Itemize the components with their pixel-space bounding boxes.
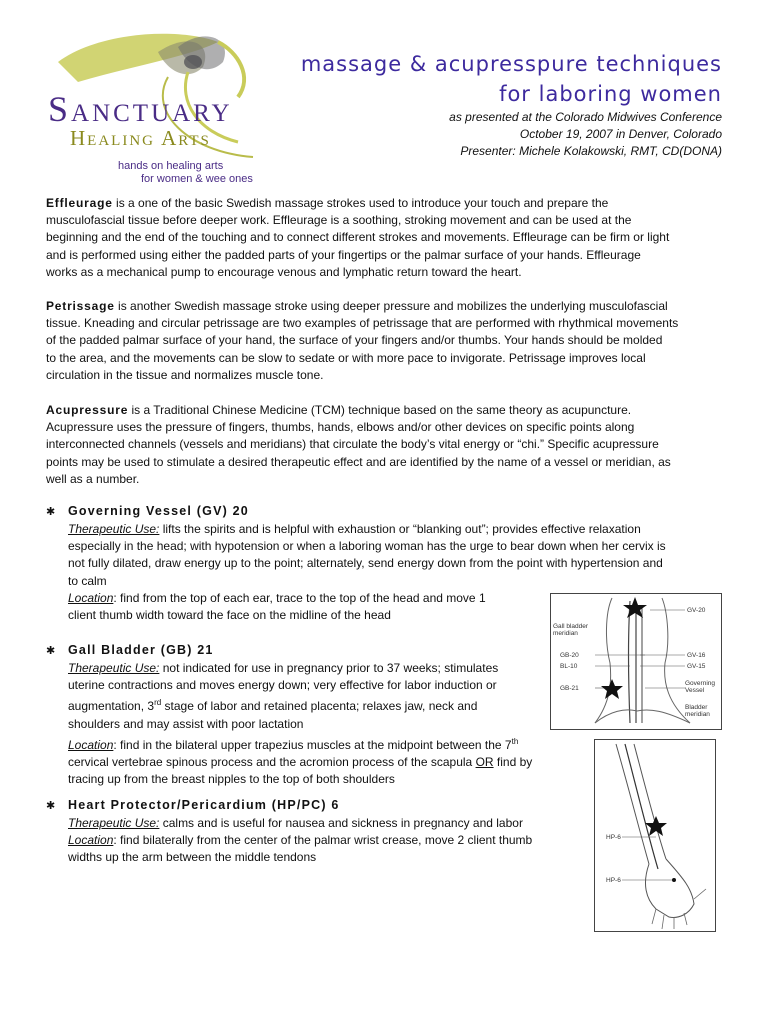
- date-location: October 19, 2007 in Denver, Colorado: [519, 127, 722, 141]
- text-line: to the area, and the movements can be slow to sedate or with more pace to invigorate. Petrissage improves local: [46, 350, 646, 365]
- text-line: calms and is useful for nausea and sickness in pregnancy and labor: [159, 816, 523, 830]
- text-line: interconnected channels (vessels and meridians) that circulate the body’s vital energy or “chi.” Specific acupressure: [46, 437, 659, 452]
- text-line: tracing up from the breast nipples to the top of both shoulders: [68, 772, 395, 787]
- text-line: cervical vertebrae spinous process and the acromion process of the scapula: [68, 755, 476, 770]
- text-line: and is performed using either the padded parts of your fingertips or the palmar surface of your hands. Effleurage: [46, 247, 641, 262]
- label-gb21: GB-21: [560, 685, 579, 692]
- text-line: is a Traditional Chinese Medicine (TCM) technique based on the same theory as acupuncture.: [128, 403, 632, 417]
- bullet-icon: ✱: [46, 506, 56, 518]
- superscript: rd: [154, 698, 162, 708]
- acupressure-term: Acupressure: [46, 403, 129, 417]
- head-acupoint-figure: [550, 593, 722, 730]
- text-line: : find in the bilateral upper trapezius muscles at the midpoint between the 7: [113, 737, 512, 752]
- presented-at: as presented at the Colorado Midwives Conference: [449, 110, 722, 124]
- text-line: not fully dilated, draw energy up to the point; alternately, send energy down from the point with hypertension and: [68, 556, 663, 571]
- text-line: : find bilaterally from the center of the palmar wrist crease, move 2 client thumb: [113, 833, 533, 848]
- therapeutic-use-label: Therapeutic Use:: [68, 816, 160, 830]
- therapeutic-use-label: Therapeutic Use:: [68, 522, 160, 536]
- logo-tagline-line2: for women & wee ones: [141, 173, 253, 185]
- point-title-gv20: Governing Vessel (GV) 20: [68, 504, 249, 518]
- text-line: works as a mechanical pump to encourage venous and lymphatic return toward the heart.: [46, 264, 522, 279]
- bullet-icon: ✱: [46, 645, 56, 657]
- label-bl10: BL-10: [560, 663, 578, 670]
- text-line: well as a number.: [46, 471, 140, 486]
- petrissage-paragraph: [46, 298, 726, 384]
- logo-tagline-line1: hands on healing arts: [118, 160, 224, 172]
- location-label: Location: [68, 737, 114, 752]
- effleurage-term: Effleurage: [46, 196, 113, 210]
- label-governing-vessel: Governing Vessel: [685, 680, 715, 694]
- text-line: is a one of the basic Swedish massage strokes used to introduce your touch and prepare the: [112, 196, 609, 210]
- text-line: find by: [493, 755, 533, 770]
- effleurage-paragraph: [46, 195, 726, 281]
- text-line: : find from the top of each ear, trace to the top of the head and move 1: [113, 590, 486, 605]
- label-gb-meridian: Gall bladder meridian: [553, 623, 589, 637]
- label-gb20: GB-20: [560, 652, 579, 659]
- text-line: especially in the head; with hypotension or when a laboring woman has the urge to bear down when her cervix is: [68, 539, 666, 554]
- bullet-icon: ✱: [46, 800, 56, 812]
- text-line: circulation in the tissue and normalizes muscle tone.: [46, 367, 324, 382]
- point-body-hp6: [68, 815, 588, 867]
- point-title-hp6: Heart Protector/Pericardium (HP/PC) 6: [68, 798, 340, 812]
- text-line: client thumb width toward the face on the midline of the head: [68, 608, 391, 623]
- point-title-gb21: Gall Bladder (GB) 21: [68, 643, 214, 657]
- location-label: Location: [68, 833, 114, 848]
- point-marker: [672, 878, 676, 882]
- label-gv16: GV-16: [687, 652, 706, 659]
- logo: [38, 22, 273, 185]
- presenter: Presenter: Michele Kolakowski, RMT, CD(DONA): [460, 144, 722, 158]
- text-line: uterine contractions and moves energy down; very effective for labor induction or: [68, 678, 497, 693]
- label-gv20: GV-20: [687, 607, 706, 614]
- text-line: points may be used to stimulate a desired therapeutic effect and are identified by the name of a vessel or meridian, as: [46, 454, 671, 469]
- superscript: th: [511, 736, 519, 746]
- acupressure-paragraph: [46, 402, 726, 488]
- location-label: Location: [68, 590, 114, 605]
- arm-acupoint-figure: [594, 739, 716, 932]
- petrissage-term: Petrissage: [46, 299, 115, 313]
- text-line: is another Swedish massage stroke using deeper pressure and mobilizes the underlying musculofascial: [114, 299, 668, 313]
- label-hp6-bottom: HP-6: [606, 877, 621, 884]
- text-line: augmentation, 3: [68, 699, 155, 714]
- text-line: OR: [475, 755, 494, 770]
- text-line: to calm: [68, 573, 107, 588]
- text-line: Acupressure uses the pressure of fingers, thumbs, hands, elbows and/or other devices on specific points along: [46, 420, 635, 435]
- text-line: musculofascial tissue before deeper work. Effleurage is a soothing, stroking movement and can be used at the: [46, 213, 632, 228]
- label-hp6-top: HP-6: [606, 834, 621, 841]
- text-line: shoulders and may assist with poor lactation: [68, 716, 304, 731]
- text-line: beginning and the end of the touching and to connect different strokes and movements. Effleurage can be firm or light: [46, 230, 670, 245]
- text-line: tissue. Kneading and circular petrissage are two examples of petrissage that are performed with rhythmical movements: [46, 316, 679, 331]
- logo-name-line1: Sanctuary: [48, 89, 233, 129]
- label-bladder-meridian: Bladder meridian: [685, 704, 710, 718]
- page-title-line2: for laboring women: [499, 82, 722, 106]
- text-line: lifts the spirits and is helpful with exhaustion or “blanking out”; provides effective relaxation: [159, 522, 641, 536]
- text-line: stage of labor and retained placenta; relaxes jaw, neck and: [161, 699, 478, 714]
- label-gv15: GV-15: [687, 663, 706, 670]
- text-line: of the padded palmar surface of your hand, the surface of your fingers and/or thumbs. Your hands should be molded: [46, 333, 663, 348]
- therapeutic-use-label: Therapeutic Use:: [68, 661, 160, 675]
- text-line: widths up the arm between the middle tendons: [68, 850, 317, 865]
- text-line: not indicated for use in pregnancy prior to 37 weeks; stimulates: [159, 661, 499, 675]
- point-body-gb21: [68, 660, 568, 788]
- page-title-line1: massage & acupresspure techniques: [300, 52, 722, 76]
- logo-name-line2: Healing Arts: [70, 126, 211, 150]
